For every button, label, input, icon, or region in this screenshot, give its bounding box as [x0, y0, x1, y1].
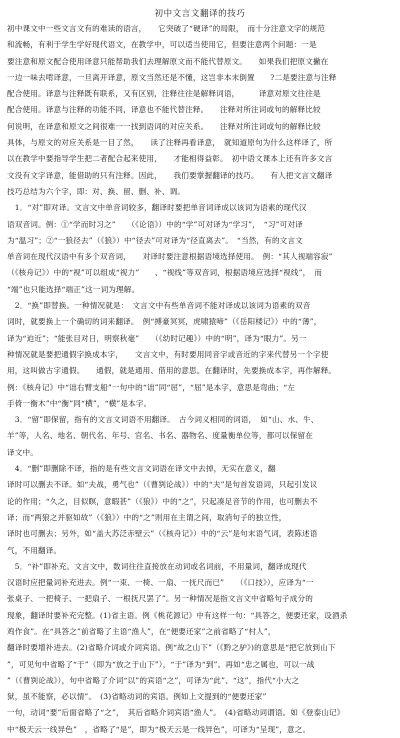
text-line: 用，这叫做古字通假。 通假，就是通用、借用的意思。在翻译时，先要换成本字，再作解释。	[7, 366, 337, 376]
text-line: 鸡作食”。在“具答之”前省略了主语“渔人”，在“便要还家”之前省略了“村人”，	[7, 626, 276, 636]
text-line: 一句，动词“要”后面省略了“之”， 其后省略介词宾语“渔人”。 (4)省略动词谓语。如《登泰山记》	[7, 708, 345, 718]
text-line: 文没有文字译意，能借助的只有注释。因此， 我们要掌握翻译的技巧。 有人把文言文翻译	[7, 170, 333, 180]
text-line: 译时可以删去不译。如“夫战，勇气也”（《曹刿论战》）中的“夫”是句首发语词，只起引发议	[7, 480, 318, 490]
text-line: “端”也只能选择“端正”这一词为理解。	[7, 284, 140, 294]
text-line: 论的作用；“久之，目似瞑，意暇甚”（《狼》）中的“之”，只起凑足音节的作用，也可删去不	[7, 496, 318, 506]
text-line: 译文中。	[7, 447, 38, 457]
text-line: 何说明，在译意和原文之间很难一一找到语词的对应关系。 注释对所注词或句的解释比较	[7, 121, 321, 131]
text-line: 译时也可删去；另外，如“盖大苏泛赤壁云”（《核舟记》）中的“云”是句末语气词，表陈述语	[7, 529, 318, 539]
text-line: 翻译时要增补进去。(2)省略介词或介词宾语。例“故之山下”（《黔之驴》)的意思是“把它放到山下	[7, 643, 336, 653]
text-line: 气，不用翻译。	[7, 545, 62, 555]
text-line: 种情况就是要把通假字换成本字， 文言文中，有时要用同音字或音近的字来代替另一个字使	[7, 349, 329, 359]
text-line: ”（《曹刿论战》），句中省略了介词“以”的宾语“之”，可译为“此”、“这”，指代“小大之	[7, 675, 300, 685]
text-line: 单音词在现代汉语中有多个双音词， 对译时要注意根据语境选择使用。 例：“其人视端容寂”	[7, 252, 333, 262]
text-line: 5．“补”即补充。文言文中，数词往往直接放在动词或名词前，不用量词，翻译成现代	[7, 561, 307, 571]
text-line: 技巧总结为六个字，即：对、换、留、删、补、调。	[7, 186, 186, 196]
text-line: 具体，与原文的对应关系是一目了然， 读了注释再看译意， 就知道原句为什么这样译了，所	[7, 138, 333, 148]
text-line: 语双音词。例：①“学而时习之” （《论语》）中的“学”可对译为“学习”， “习”可对译	[7, 219, 303, 229]
text-line: 一边一味去啃译意，一旦离开译意，原文当然还是不懂，这岂非本末倒置 ?二是要注意与注释	[7, 72, 337, 82]
text-line: 2．“换”即替换。一种情况就是： 文言文中有些单音词不能对译成以该词为语素的双音	[7, 301, 311, 311]
document-title: 初中文言文翻译的技巧	[154, 9, 246, 19]
text-line: 手倚一衡木”中“衡”同“横”，“横”是本字。	[7, 398, 152, 408]
text-line: 1．“对”即对译。文言文中单音词较多，翻译时要把单音词译成以该词为语素的现代汉	[7, 203, 307, 213]
text-line: 张桌子、一把椅子、一把扇子、一根抚尺罢了”。另一种情况是指文言文中省略句子成分的	[7, 594, 314, 604]
document-body	[7, 21, 393, 738]
text-line: 配合使用。译意与注释的功能不同，译意也不能代替注释。 注释对所注词或句的解释比较	[7, 105, 321, 115]
text-line: 现象，翻译时要补充完整。(1)省主语。例《桃花源记》中有这样一句：“具答之，便要还家，设酒杀	[7, 610, 348, 620]
text-line: 3．“留”即保留，指有的文言文词语不用翻译。 古今词义相同的词语， 如“山、水、牛、	[7, 415, 319, 425]
text-line: 为“温习”；②“一狼径去”（《狼》）中“径去”可对译为“径直离去”。 “当然，有的文言文	[7, 235, 303, 245]
text-line: 中“极天云一线异色” ，省略了“是”，即为“极天云是一线异色”，可译为“呈现”，意之。	[7, 724, 311, 734]
text-line: 例：《核舟记》中“诎右臂支船”一句中的“诎”同“屈”，“屈”是本字，意思是弯曲；“左	[7, 382, 296, 392]
text-line: 要注意和原文配合使用译意只能帮助我们去理解原文而不能代替原文。 如果我们把原文撇在	[7, 56, 329, 66]
text-line: 配合使用。译意与注释既有联系，又有区别，注释往往是解释词语， 译意对原文往往是	[7, 89, 321, 99]
text-line: 以在教学中要指导学生把二者配合起来使用， 才能相得益彰。 初中语文课本上还有许多文言	[7, 154, 333, 164]
text-line: ”，可见句中省略了“于”（即为“放之于山下”），“于”译为“到”。再如“忠之属也，可以一战	[7, 659, 315, 669]
text-line: 词时，就要换上一个确切的词来翻译。 例“搏豪冥冥，虎啸猿啼”（《岳阳楼记》）中的“薄”，	[7, 317, 322, 327]
text-line: 初中课文中一些文言文有的难读的语言， 它突破了“硬译”的局限， 而十分注意文字的规范	[7, 24, 325, 33]
text-line: 狱，虽不能察，必以情”。 (3)省略动词的宾语。例如上文提到的“便要还家”	[7, 692, 267, 702]
text-line: 4．“删”即删除不译，指的是有些文言文词语在译文中去掉，无实在意义，翻	[7, 464, 276, 474]
text-line: 译；而“两狼之并驱如故”（《狼》）中的“之”则用在主谓之间，取消句子的独立性，	[7, 512, 287, 522]
text-line: 汉语时应把量词补充进去。例“一束、一椅、一扇、一抚尺而已” （《口技》），应译为“一	[7, 578, 314, 588]
text-line: 羊”等，人名、地名、朝代名、年号、官名、书名、器物名、度量衡单位等，都可以保留在	[7, 431, 314, 441]
text-line: 和流畅，有利于学生学好现代语文，在教学中，可以适当使用它，但要注意两个问题：一是	[7, 40, 317, 50]
text-line: 译为“迫近”；“能张目对日，明察秋毫” （《幼时记趣》）中的“明”，译为“眼力”。另一	[7, 333, 307, 343]
text-line: （《核舟记》）中的“视”可以组成“视力” 、“视线”等双音词，根据语境应选择“视线”， 而	[7, 268, 323, 278]
